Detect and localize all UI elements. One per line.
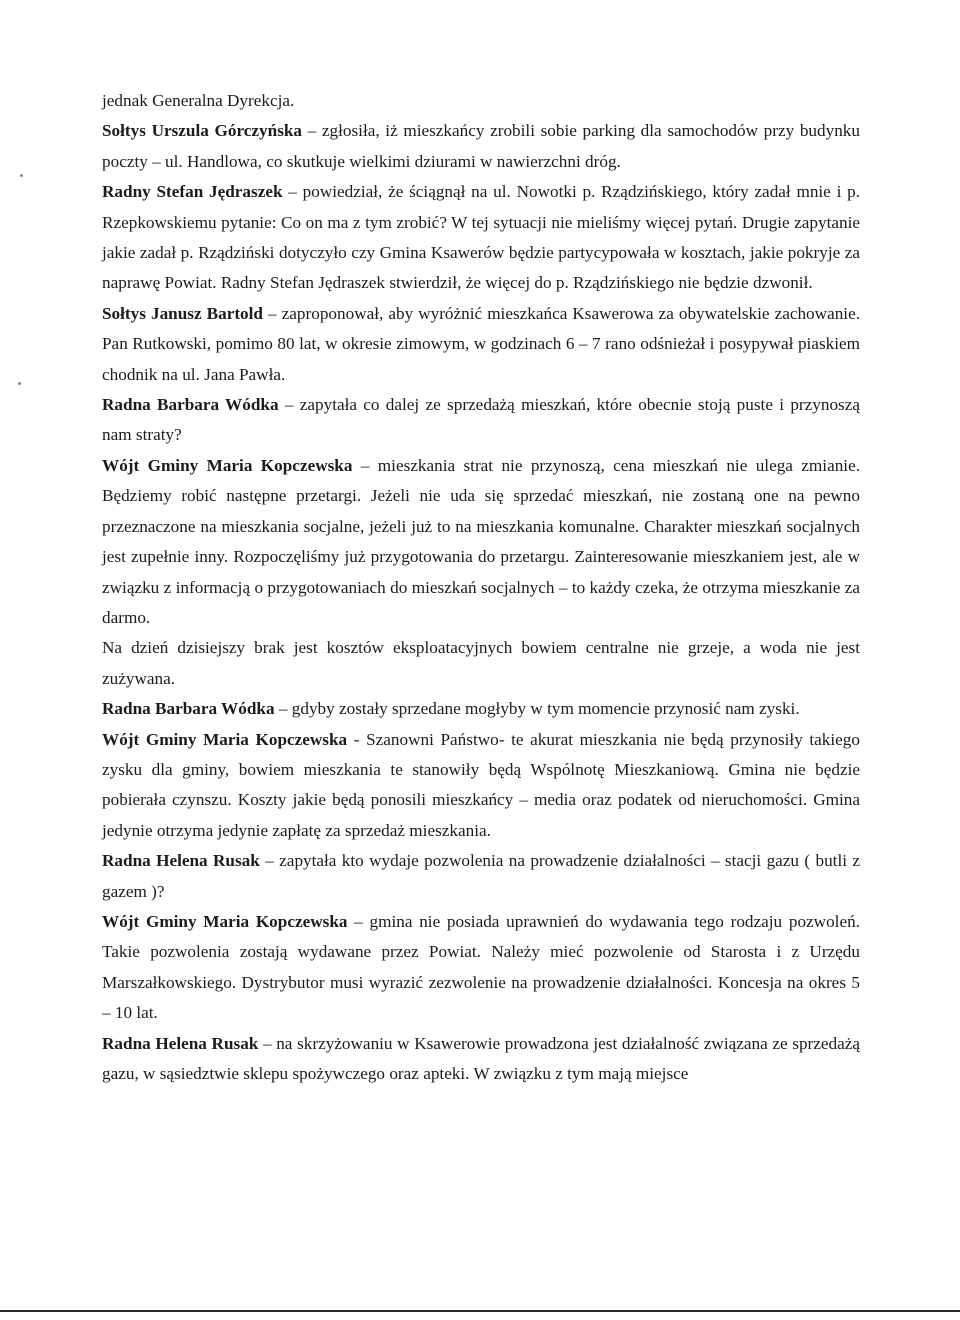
speaker-name: Wójt Gminy Maria Kopczewska [102,911,348,931]
paragraph-6 [102,451,860,633]
paragraph-text: – gmina nie posiada uprawnień do wydawania tego rodzaju pozwoleń. Takie pozwolenia zostają wydawane przez Powiat. Należy mieć pozwolenie od Starosta i z Urzędu Marszałkowskiego. Dystrybutor musi wyrazić zezwolenie na prowadzenie działalności. Koncesja na okres 5 – 10 lat. [102,911,860,1023]
speaker-name: Sołtys Urszula Górczyńska [102,121,303,141]
scan-speck [20,174,23,177]
paragraph-text: – gdyby zostały sprzedane mogłyby w tym momencie przynosić nam zyski. [274,699,800,719]
paragraph-text: – zapytała co dalej ze sprzedażą mieszkań, które obecnie stoją puste i przynoszą nam straty? [102,395,861,445]
paragraph-3 [102,177,860,299]
speaker-name: Radna Barbara Wódka [102,395,279,415]
paragraph-text: - Szanowni Państwo- te akurat mieszkania nie będą przynosiły takiego zysku dla gminy, bowiem mieszkania te stanowiły będą Wspólnotę Mieszkaniową. Gmina nie będzie pobierała czynszu. Koszty jakie będą ponosili mieszkańcy – media oraz podatek od nieruchomości. Gmina jedynie otrzyma jedynie zapłatę za sprzedaż mieszkania. [102,729,860,840]
paragraph-text: – zapytała kto wydaje pozwolenia na prowadzenie działalności – stacji gazu ( butli z gazem )? [102,851,861,901]
speaker-name: Wójt Gminy Maria Kopczewska [102,455,353,475]
paragraph-1 [102,86,860,116]
paragraph-text: – mieszkania strat nie przynoszą, cena mieszkań nie ulega zmianie. Będziemy robić następne przetargi. Jeżeli nie uda się sprzedać mieszkań, nie zostaną one na pewno przeznaczone na mieszkania socjalne, jeżeli już to na mieszkania komunalne. Charakter mieszkań socjalnych jest zupełnie inny. Rozpoczęliśmy już przygotowania do przetargu. Zainteresowanie mieszkaniem jest, ale w związku z informacją o przygotowaniach do mieszkań socjalnych – to każdy czeka, że otrzyma mieszkanie za darmo. [102,455,860,627]
paragraph-5 [102,390,860,451]
paragraph-8 [102,694,860,724]
speaker-name: Sołtys Janusz Bartold [102,303,263,323]
paragraph-9 [102,725,860,847]
paragraph-11 [102,907,860,1029]
speaker-name: Radny Stefan Jędraszek [102,182,283,202]
speaker-name: Radna Barbara Wódka [102,699,275,719]
paragraph-text: – powiedział, że ściągnął na ul. Nowotki p. Rządzińskiego, który zadał mnie i p. Rzepkowskiemu pytanie: Co on ma z tym zrobić? W tej sytuacji nie mieliśmy więcej pytań. Drugie zapytanie jakie zadał p. Rządziński dotyczyło czy Gmina Ksawerów będzie partycypowała w kosztach, jakie pokryje za naprawę Powiat. Radny Stefan Jędraszek stwierdził, że więcej do p. Rządzińskiego nie będzie dzwonił. [102,182,860,293]
speaker-name: Radna Helena Rusak [102,851,260,871]
paragraph-12 [102,1029,860,1090]
paragraph-7 [102,633,860,694]
speaker-name: Radna Helena Rusak [102,1033,259,1053]
paragraph-text: jednak Generalna Dyrekcja. [102,91,295,110]
page-bottom-edge [0,1310,960,1312]
paragraph-4 [102,299,860,390]
paragraph-text: – na skrzyżowaniu w Ksawerowie prowadzona jest działalność związana ze sprzedażą gazu, w sąsiedztwie sklepu spożywczego oraz apteki. W związku z tym mają miejsce [102,1033,860,1083]
paragraph-text: – zgłosiła, iż mieszkańcy zrobili sobie parking dla samochodów przy budynku poczty – ul. Handlowa, co skutkuje wielkimi dziurami w nawierzchni dróg. [102,121,860,171]
paragraph-10 [102,846,860,907]
paragraph-text: – zaproponował, aby wyróżnić mieszkańca Ksawerowa za obywatelskie zachowanie. Pan Rutkowski, pomimo 80 lat, w okresie zimowym, w godzinach 6 – 7 rano odśnieżał i posypywał piaskiem chodnik na ul. Jana Pawła. [102,303,860,384]
paragraph-text: Na dzień dzisiejszy brak jest kosztów eksploatacyjnych bowiem centralne nie grzeje, a woda nie jest zużywana. [102,638,860,688]
document-page [102,86,860,1089]
paragraph-2 [102,116,860,177]
scan-speck [18,382,21,385]
speaker-name: Wójt Gminy Maria Kopczewska [102,729,348,749]
